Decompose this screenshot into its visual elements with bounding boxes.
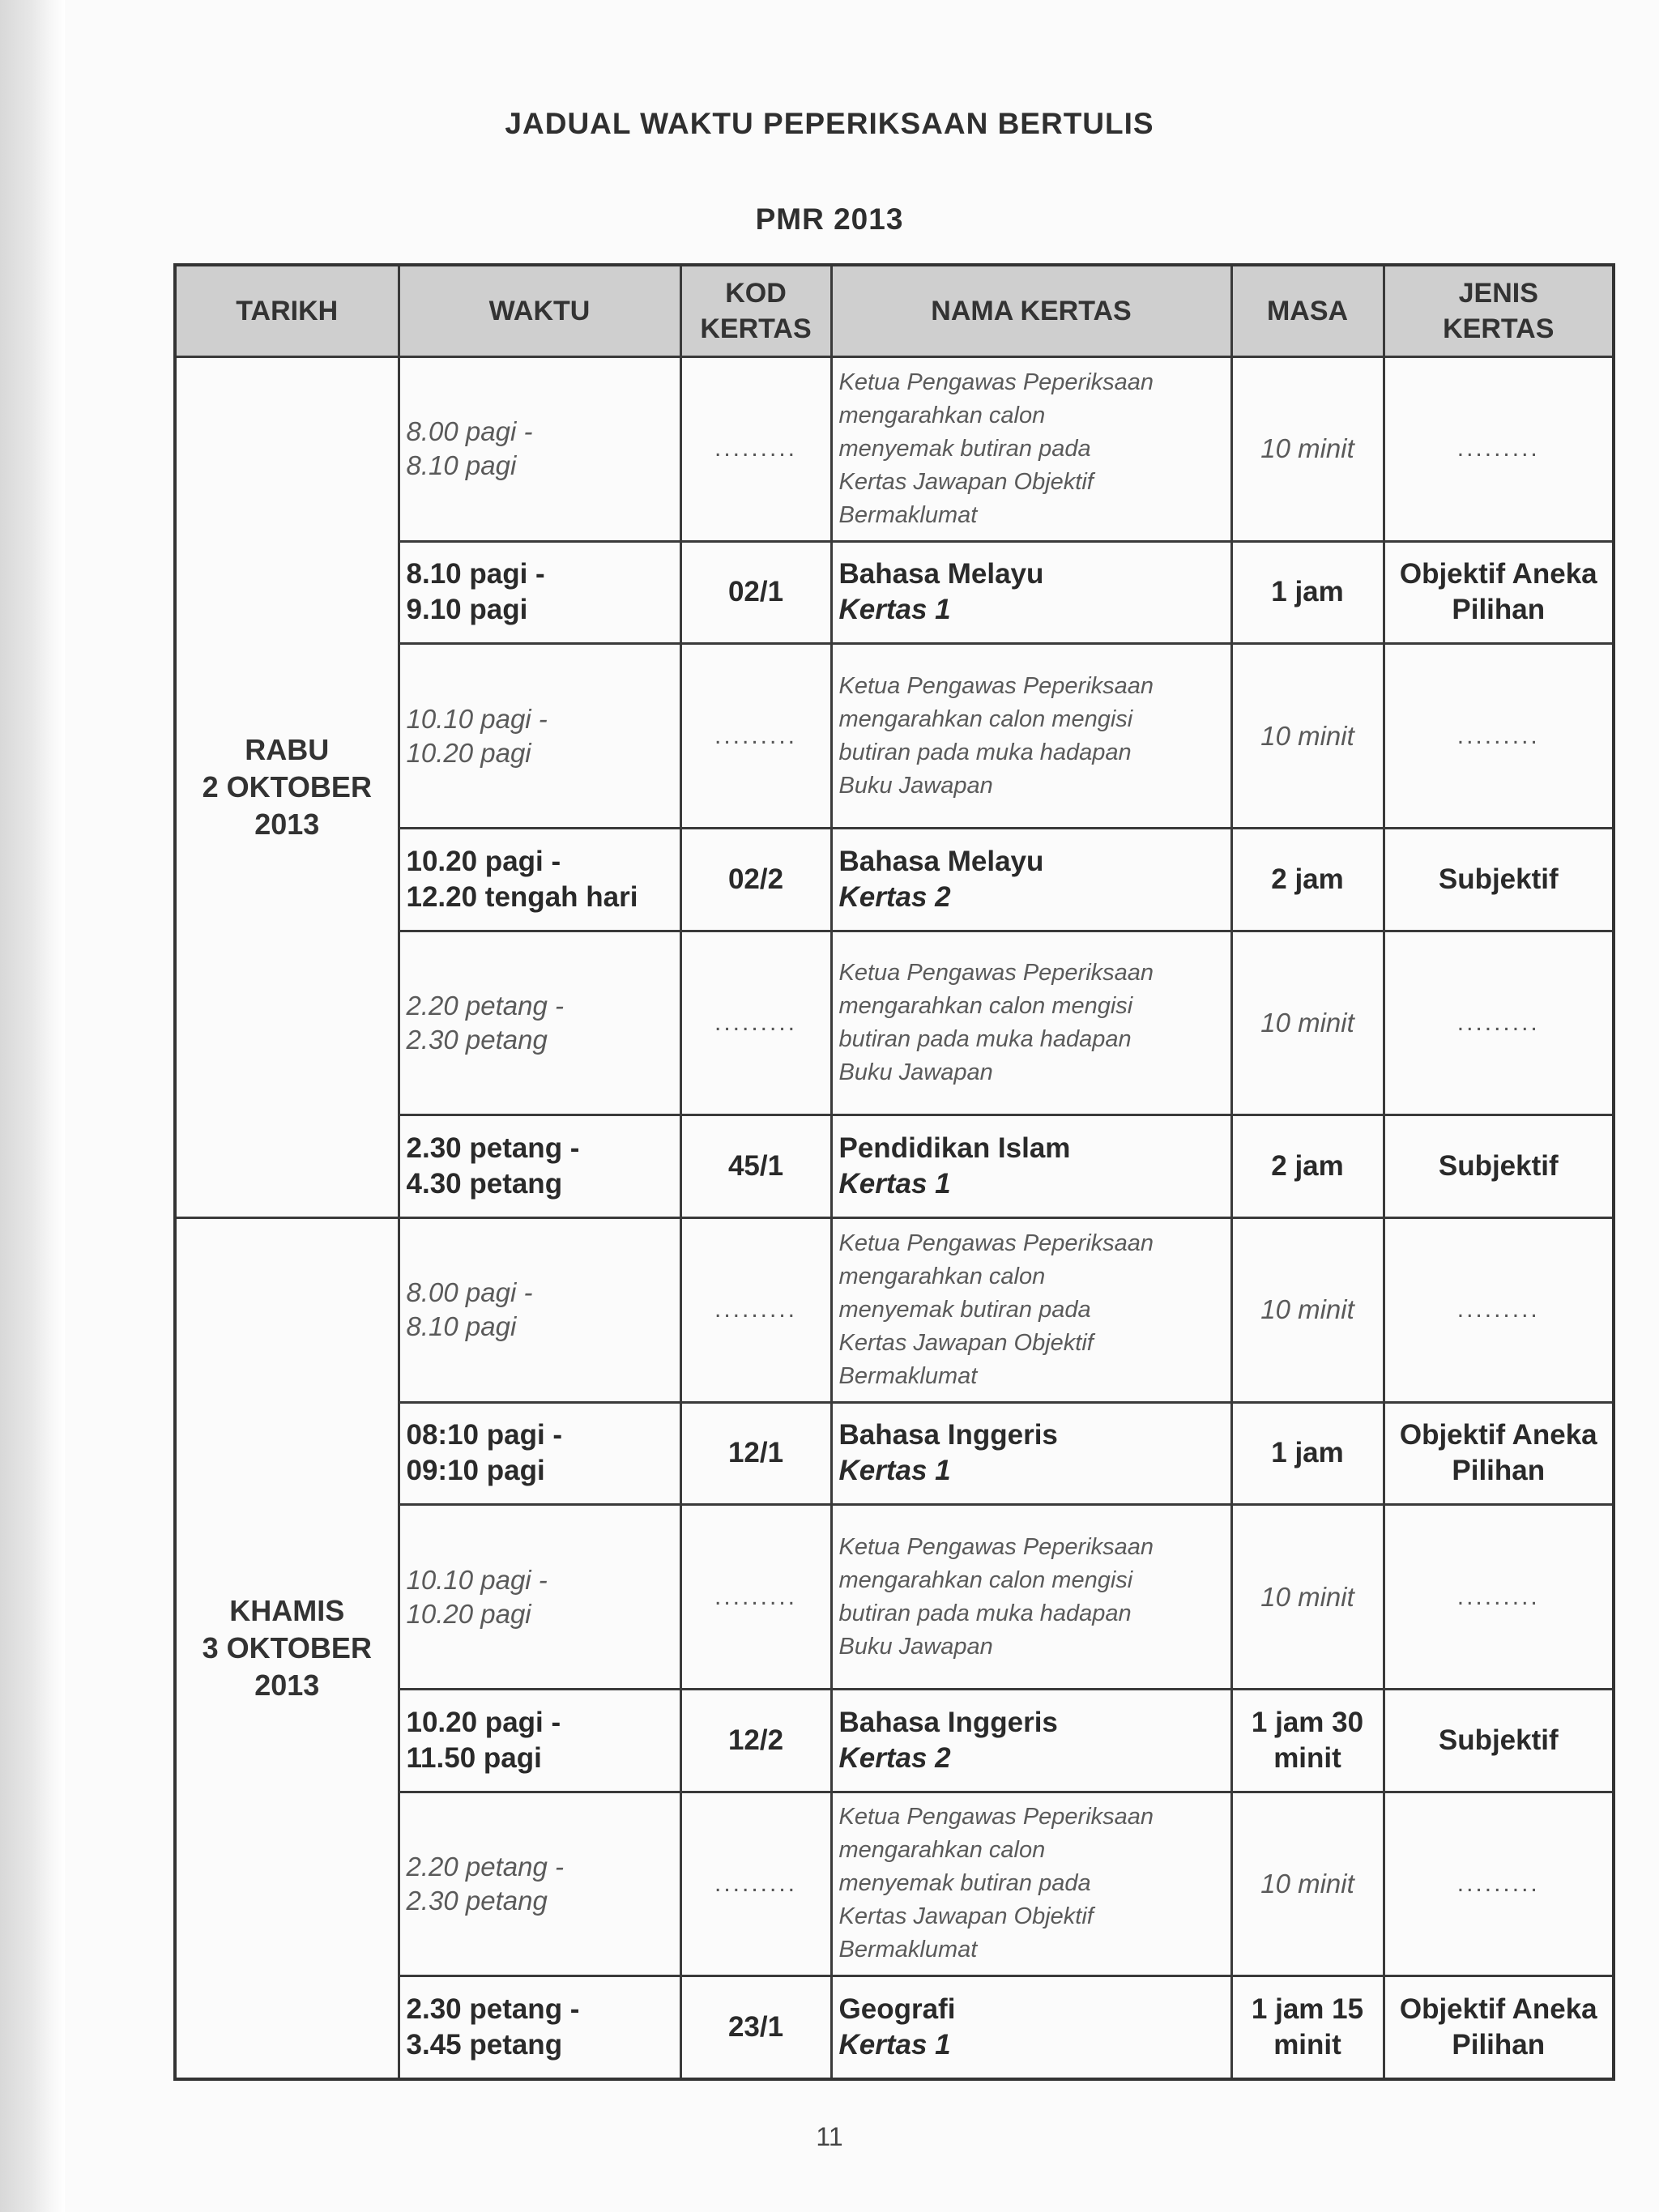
- jenis-kertas-cell: [1384, 1505, 1614, 1690]
- jenis-kertas-cell: [1384, 1115, 1614, 1218]
- cell-line: 2.30 petang: [406, 1885, 548, 1916]
- cell-line: 4.30 petang: [406, 1168, 563, 1200]
- paper-type: .........: [1456, 435, 1540, 462]
- date-year: 2013: [254, 807, 320, 841]
- nama-kertas-cell: [831, 1689, 1231, 1792]
- duration: 10 minit: [1260, 1581, 1354, 1612]
- date-day: KHAMIS: [229, 1593, 345, 1627]
- duration: 1 jam: [1271, 576, 1344, 608]
- cell-line: 8.00 pagi -: [406, 416, 533, 447]
- nama-kertas-cell: [831, 1217, 1231, 1402]
- jenis-kertas-cell: [1384, 931, 1614, 1115]
- waktu-cell: [399, 828, 680, 931]
- instruction-line: Ketua Pengawas Peperiksaan: [838, 959, 1154, 986]
- kod-kertas-cell: 12/2: [680, 1689, 831, 1792]
- instruction-row: [175, 1217, 1614, 1402]
- duration: 10 minit: [1260, 1294, 1354, 1325]
- cell-line: 11.50 pagi: [406, 1741, 542, 1774]
- instruction-line: mengarahkan calon mengisi: [838, 1566, 1133, 1593]
- header-nama-kertas: NAMA KERTAS: [831, 265, 1231, 357]
- masa-cell: [1231, 1792, 1384, 1976]
- date-year: 2013: [254, 1668, 320, 1702]
- instruction-line: mengarahkan calon: [838, 1263, 1046, 1289]
- duration: 1 jam 30: [1251, 1706, 1364, 1738]
- kod-kertas-cell: .........: [680, 644, 831, 829]
- instruction-line: Buku Jawapan: [838, 1633, 993, 1660]
- nama-kertas-cell: [831, 1505, 1231, 1690]
- paper-number: Kertas 1: [838, 1168, 951, 1200]
- paper-type-line2: Pilihan: [1452, 2029, 1546, 2061]
- instruction-line: butiran pada muka hadapan: [838, 739, 1132, 765]
- jenis-kertas-cell: [1384, 1689, 1614, 1792]
- cell-line: 2.30 petang -: [406, 1132, 580, 1165]
- date-cell: [175, 1217, 399, 2079]
- cell-line: 12.20 tengah hari: [406, 880, 638, 913]
- paper-type: .........: [1456, 1583, 1540, 1610]
- duration-line2: minit: [1273, 2029, 1341, 2061]
- waktu-cell: [399, 1115, 680, 1218]
- instruction-line: menyemak butiran pada: [838, 435, 1091, 462]
- kod-kertas-cell: .........: [680, 1217, 831, 1402]
- cell-line: 8.00 pagi -: [406, 1277, 533, 1308]
- jenis-kertas-cell: [1384, 644, 1614, 829]
- header-kod-kertas: [680, 265, 831, 357]
- cell-line: 8.10 pagi: [406, 1311, 517, 1342]
- page-number: 11: [816, 2122, 843, 2151]
- duration: 2 jam: [1271, 863, 1344, 895]
- paper-type: Subjektif: [1438, 1724, 1559, 1756]
- nama-kertas-cell: [831, 541, 1231, 644]
- instruction-line: Kertas Jawapan Objektif: [838, 1903, 1094, 1930]
- instruction-line: Ketua Pengawas Peperiksaan: [838, 672, 1154, 699]
- duration: 2 jam: [1271, 1150, 1344, 1183]
- page-subtitle: PMR 2013: [755, 202, 904, 236]
- scan-binding-shadow: [0, 0, 65, 2212]
- duration: 1 jam 15: [1251, 1993, 1364, 2026]
- cell-line: 3.45 petang: [406, 2029, 563, 2061]
- instruction-line: Bermaklumat: [838, 1937, 978, 1963]
- kod-kertas-cell: .........: [680, 1505, 831, 1690]
- subject-name: Bahasa Melayu: [838, 845, 1044, 877]
- instruction-line: Ketua Pengawas Peperiksaan: [838, 369, 1154, 395]
- jenis-kertas-cell: [1384, 1217, 1614, 1402]
- kod-kertas-cell: 02/2: [680, 828, 831, 931]
- duration-line2: minit: [1273, 1741, 1341, 1774]
- waktu-cell: [399, 1976, 680, 2079]
- paper-type: Subjektif: [1438, 863, 1559, 895]
- header-jenis-line2: KERTAS: [1443, 313, 1555, 344]
- cell-line: 8.10 pagi -: [406, 558, 545, 590]
- cell-line: 2.20 petang -: [406, 990, 564, 1021]
- instruction-line: Ketua Pengawas Peperiksaan: [838, 1533, 1154, 1560]
- masa-cell: [1231, 931, 1384, 1115]
- header-kod-line1: KOD: [725, 278, 787, 309]
- masa-cell: [1231, 1689, 1384, 1792]
- masa-cell: [1231, 1115, 1384, 1218]
- header-masa: MASA: [1231, 265, 1384, 357]
- instruction-line: Bermaklumat: [838, 1362, 978, 1389]
- nama-kertas-cell: [831, 1792, 1231, 1976]
- duration: 10 minit: [1260, 720, 1354, 751]
- cell-line: 10.20 pagi -: [406, 845, 561, 877]
- paper-type: Subjektif: [1438, 1150, 1559, 1183]
- instruction-line: menyemak butiran pada: [838, 1870, 1091, 1897]
- instruction-line: Bermaklumat: [838, 501, 978, 528]
- instruction-line: Kertas Jawapan Objektif: [838, 468, 1094, 495]
- masa-cell: [1231, 357, 1384, 542]
- page-title: JADUAL WAKTU PEPERIKSAAN BERTULIS: [505, 107, 1154, 140]
- masa-cell: [1231, 1402, 1384, 1505]
- masa-cell: [1231, 1217, 1384, 1402]
- date-cell: [175, 357, 399, 1218]
- kod-kertas-cell: .........: [680, 1792, 831, 1976]
- instruction-row: [175, 357, 1614, 542]
- date-date: 3 OKTOBER: [202, 1630, 372, 1664]
- subject-name: Bahasa Melayu: [838, 558, 1044, 590]
- header-tarikh: TARIKH: [175, 265, 399, 357]
- kod-kertas-cell: 12/1: [680, 1402, 831, 1505]
- duration: 10 minit: [1260, 433, 1354, 464]
- cell-line: 10.20 pagi: [406, 1598, 531, 1629]
- header-kod-line2: KERTAS: [700, 313, 812, 344]
- duration: 10 minit: [1260, 1007, 1354, 1038]
- instruction-line: mengarahkan calon: [838, 402, 1046, 428]
- instruction-line: butiran pada muka hadapan: [838, 1600, 1132, 1626]
- jenis-kertas-cell: [1384, 357, 1614, 542]
- cell-line: 08:10 pagi -: [406, 1419, 563, 1451]
- waktu-cell: [399, 1402, 680, 1505]
- nama-kertas-cell: [831, 931, 1231, 1115]
- paper-type: Objektif Aneka: [1399, 1419, 1597, 1451]
- waktu-cell: [399, 1217, 680, 1402]
- cell-line: 10.10 pagi -: [406, 1564, 548, 1595]
- nama-kertas-cell: [831, 357, 1231, 542]
- paper-type-line2: Pilihan: [1452, 1455, 1546, 1487]
- paper-type: Objektif Aneka: [1399, 558, 1597, 590]
- waktu-cell: [399, 1792, 680, 1976]
- paper-type: .........: [1456, 1008, 1540, 1036]
- paper-type-line2: Pilihan: [1452, 594, 1546, 626]
- kod-kertas-cell: .........: [680, 357, 831, 542]
- cell-line: 9.10 pagi: [406, 594, 528, 626]
- cell-line: 2.20 petang -: [406, 1851, 564, 1882]
- cell-line: 2.30 petang -: [406, 1993, 580, 2026]
- duration: 1 jam: [1271, 1437, 1344, 1469]
- instruction-line: Kertas Jawapan Objektif: [838, 1329, 1094, 1356]
- jenis-kertas-cell: [1384, 828, 1614, 931]
- masa-cell: [1231, 1505, 1384, 1690]
- cell-line: 10.20 pagi -: [406, 1706, 561, 1738]
- jenis-kertas-cell: [1384, 1792, 1614, 1976]
- paper-number: Kertas 1: [838, 1455, 951, 1487]
- duration: 10 minit: [1260, 1868, 1354, 1899]
- instruction-line: mengarahkan calon mengisi: [838, 705, 1133, 732]
- nama-kertas-cell: [831, 828, 1231, 931]
- kod-kertas-cell: 45/1: [680, 1115, 831, 1218]
- jenis-kertas-cell: [1384, 1976, 1614, 2079]
- exam-timetable: [173, 263, 1615, 2081]
- waktu-cell: [399, 931, 680, 1115]
- waktu-cell: [399, 357, 680, 542]
- header-jenis-line1: JENIS: [1458, 278, 1538, 309]
- kod-kertas-cell: 02/1: [680, 541, 831, 644]
- paper-number: Kertas 2: [838, 880, 951, 913]
- cell-line: 09:10 pagi: [406, 1455, 545, 1487]
- header-jenis-kertas: [1384, 265, 1614, 357]
- instruction-line: mengarahkan calon: [838, 1837, 1046, 1864]
- header-waktu: WAKTU: [399, 265, 680, 357]
- date-day: RABU: [245, 732, 330, 766]
- masa-cell: [1231, 644, 1384, 829]
- jenis-kertas-cell: [1384, 541, 1614, 644]
- masa-cell: [1231, 828, 1384, 931]
- waktu-cell: [399, 644, 680, 829]
- instruction-line: Buku Jawapan: [838, 1059, 993, 1085]
- cell-line: 8.10 pagi: [406, 450, 517, 481]
- cell-line: 10.20 pagi: [406, 737, 531, 768]
- kod-kertas-cell: .........: [680, 931, 831, 1115]
- instruction-line: Ketua Pengawas Peperiksaan: [838, 1804, 1154, 1831]
- waktu-cell: [399, 1505, 680, 1690]
- paper-number: Kertas 1: [838, 594, 951, 626]
- header-row: [175, 265, 1614, 357]
- subject-name: Bahasa Inggeris: [838, 1419, 1058, 1451]
- nama-kertas-cell: [831, 1976, 1231, 2079]
- nama-kertas-cell: [831, 1402, 1231, 1505]
- subject-name: Bahasa Inggeris: [838, 1706, 1058, 1738]
- subject-name: Pendidikan Islam: [838, 1132, 1071, 1165]
- instruction-line: Ketua Pengawas Peperiksaan: [838, 1230, 1154, 1256]
- nama-kertas-cell: [831, 1115, 1231, 1218]
- waktu-cell: [399, 1689, 680, 1792]
- cell-line: 2.30 petang: [406, 1024, 548, 1055]
- masa-cell: [1231, 1976, 1384, 2079]
- paper-type: .........: [1456, 722, 1540, 749]
- instruction-line: butiran pada muka hadapan: [838, 1025, 1132, 1052]
- nama-kertas-cell: [831, 644, 1231, 829]
- paper-type: .........: [1456, 1296, 1540, 1323]
- jenis-kertas-cell: [1384, 1402, 1614, 1505]
- instruction-line: Buku Jawapan: [838, 772, 993, 799]
- paper-type: .........: [1456, 1869, 1540, 1897]
- masa-cell: [1231, 541, 1384, 644]
- kod-kertas-cell: 23/1: [680, 1976, 831, 2079]
- date-date: 2 OKTOBER: [202, 769, 372, 803]
- instruction-line: mengarahkan calon mengisi: [838, 992, 1133, 1019]
- subject-name: Geografi: [838, 1993, 956, 2026]
- waktu-cell: [399, 541, 680, 644]
- paper-type: Objektif Aneka: [1399, 1993, 1597, 2026]
- instruction-line: menyemak butiran pada: [838, 1296, 1091, 1323]
- paper-number: Kertas 2: [838, 1741, 951, 1774]
- paper-number: Kertas 1: [838, 2029, 951, 2061]
- timetable-body: [175, 357, 1614, 2080]
- cell-line: 10.10 pagi -: [406, 703, 548, 734]
